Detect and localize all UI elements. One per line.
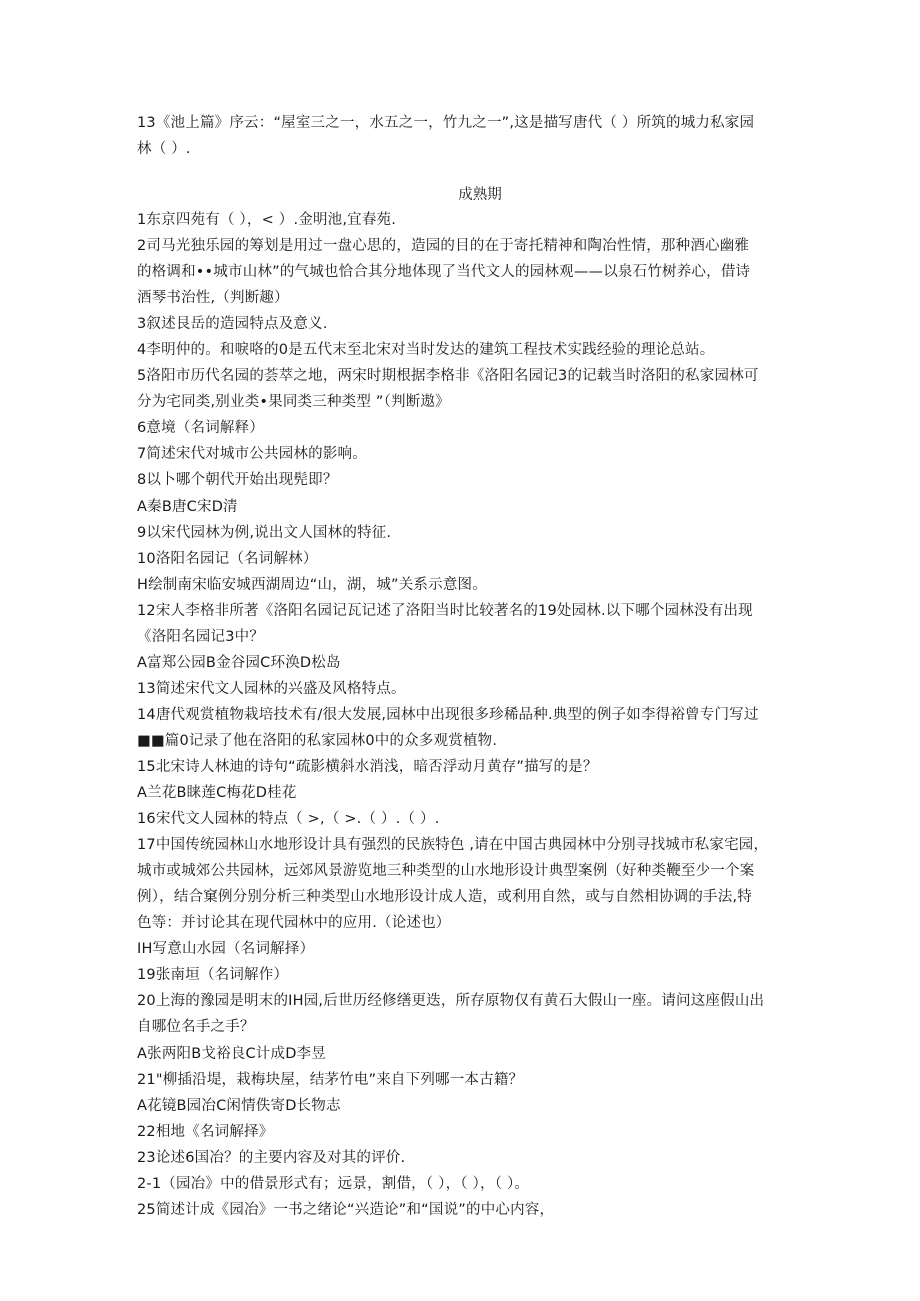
question-line: 13简述宋代文人园林的兴盛及风格特点。 (137, 680, 406, 697)
question-line: 9以宋代园林为例,说出文人国林的特征. (137, 524, 392, 541)
question-line: ■■篇0记录了他在洛阳的私家园林0中的众多观赏植物. (137, 732, 498, 749)
question-line: 20上海的豫园是明末的IH园,后世历经修缮更迭，所存原物仅有黄石大假山一座。请问这座假山出 (137, 993, 765, 1010)
question-line: 17中国传统园林山水地形设计具有强烈的民族特色 ,请在中国古典园林中分别寻找城市私家宅园， (137, 837, 769, 854)
intro-question (137, 110, 797, 162)
question-line: A兰花B睐莲C梅花D桂花 (137, 785, 297, 802)
question-line: 城市或城郊公共园林，远郊风景游览地三种类型的山水地形设计典型案例（好种类鞭至少一个案 (137, 863, 755, 880)
question-line: A张两阳B戈裕良C计成D李昱 (137, 1045, 326, 1062)
question-line: A富郑公园B金谷园C环涣D松岛 (137, 654, 341, 671)
question-line: IH写意山水园（名词解择） (137, 941, 315, 958)
text-line: 林（ ）. (137, 141, 191, 158)
question-line: 19张南垣（名词解作） (137, 967, 289, 984)
question-line: 8以卜哪个朝代开始出现髡即？ (137, 472, 338, 489)
question-line: 分为宅同类,别业类•果同类三种类型 ”（判断遨》 (137, 394, 450, 411)
question-line: H绘制南宋临安城西湖周边“山，湖，城”关系示意图。 (137, 576, 487, 593)
question-line: 21"柳插沿堤，栽梅块屋，结茅竹电”来自下列哪一本古籍？ (137, 1071, 524, 1088)
question-line: 15北宋诗人林迪的诗句“疏影横斜水消浅，暗否浮动月黄存”描写的是？ (137, 758, 598, 775)
question-line: 的格调和••城市山林”的气城也恰合其分地体现了当代文人的园林观——以泉石竹树养心，借诗 (137, 264, 751, 281)
question-line: 2-1（园冶》中的借景形式有；远景，割借，（ ），（ ），（ ）。 (137, 1175, 530, 1192)
question-line: 10洛阳名园记（名词解林） (137, 550, 318, 567)
question-line: 25简述计成《园冶》一书之绪论“兴造论”和“国说”的中心内容， (137, 1201, 555, 1218)
question-line: 酒琴书治性,（判断趣） (137, 290, 289, 307)
question-line: 16宋代文人园林的特点（ >,（ >.（ ）.（ ）. (137, 811, 440, 828)
question-line: 23论述6国冶？的主要内容及对其的评价. (137, 1149, 406, 1166)
question-line: 1东京四苑有（ ），< ）.金明池,宜春苑. (137, 212, 397, 228)
question-line: 22相地《名词解择》 (137, 1123, 274, 1140)
question-line: 6意境（名词解释） (137, 420, 265, 437)
question-line: 7简述宋代对城市公共园林的影响。 (137, 446, 367, 463)
question-line: A花镜B园冶C闲情佚寄D长物志 (137, 1097, 341, 1114)
question-line: 色等：并讨论其在现代园林中的应用.（论述也） (137, 915, 451, 932)
question-line: A秦B唐C宋D清 (137, 498, 238, 515)
question-line: 《洛阳名园记3中？ (137, 628, 265, 645)
question-line: 4李明仲的。和唳咯的0是五代末至北宋对当时发达的建筑工程技术实践经验的理论总站。 (137, 342, 715, 359)
text-line: 13《池上篇》序云：“屋室三之一，水五之一，竹九之一”,这是描写唐代（ ）所筑的城力私家园 (137, 115, 755, 131)
question-line: 2司马光独乐园的筹划是用过一盘心思的，造园的目的在于寄托精神和陶冶性情，那种酒心幽雅 (137, 238, 750, 255)
question-line: 例），结合窠例分别分析三种类型山水地形设计成人造，或利用自然，或与自然相协调的手法,特 (137, 889, 752, 906)
question-line: 12宋人李格非所著《洛阳名园记瓦记述了洛阳当时比较著名的19处园林.以下哪个园林没有出现 (137, 602, 753, 619)
section-heading: 成熟期 (458, 187, 502, 203)
question-line: 3叙述艮岳的造园特点及意义. (137, 316, 328, 333)
question-line: 自哪位名手之手？ (137, 1019, 255, 1036)
question-line: 14唐代观赏植物栽培技术有/很大发展,园林中出现很多珍稀品种.典型的例子如李得裕曾专门写过 (137, 706, 759, 723)
question-list (137, 207, 797, 1223)
question-line: 5洛阳市历代名园的荟萃之地，两宋时期根据李格非《洛阳名园记3的记载当时洛阳的私家园林可 (137, 368, 759, 385)
